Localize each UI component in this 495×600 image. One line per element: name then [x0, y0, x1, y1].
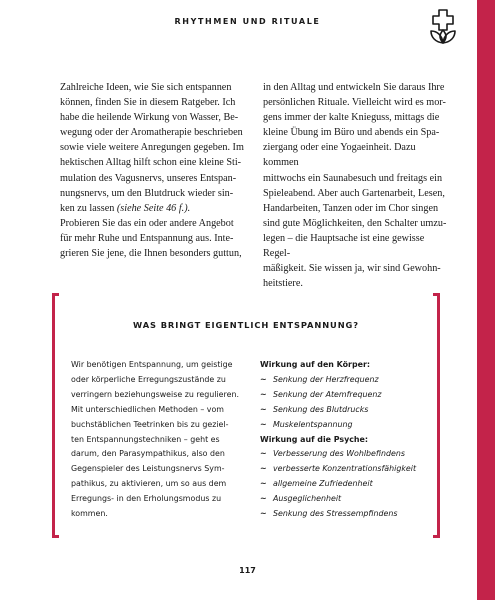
box-line: Gegenspieler des Leistungsnervs Sym- — [71, 464, 225, 474]
box-line: darum, den Parasympathikus, also den — [71, 449, 225, 459]
intro-line: gens immer der kalte Knieguss, mittags die — [263, 112, 440, 124]
box-line: ten Entspannungstechniken – geht es — [71, 434, 220, 444]
page-number: 117 — [239, 566, 256, 575]
list-item-text: Senkung des Stressempfindens — [273, 509, 398, 519]
intro-line: wegung oder der Aromatherapie beschrieben — [60, 127, 243, 139]
box-line: oder körperliche Erregungszustände zu — [71, 374, 226, 384]
tilde-bullet-icon: ~ — [260, 404, 267, 414]
box-line: Mit unterschiedlichen Methoden – vom — [71, 404, 224, 414]
intro-line: für mehr Ruhe und Entspannung aus. Inte- — [60, 232, 234, 244]
box-line: kommen. — [71, 509, 108, 519]
info-box — [52, 293, 440, 538]
body-effects-heading: Wirkung auf den Körper: — [260, 360, 370, 369]
box-line: verringern beziehungsweise zu regulieren. — [71, 389, 239, 399]
list-item — [260, 507, 435, 522]
intro-line: mittwochs ein Saunabesuch und freitags ein — [263, 172, 443, 184]
list-item-text: Senkung des Blutdrucks — [273, 404, 369, 414]
intro-line: in den Alltag und entwickeln Sie daraus Ihre — [263, 82, 445, 93]
tilde-bullet-icon: ~ — [260, 494, 267, 504]
intro-paragraph-3 — [263, 80, 453, 291]
list-item — [260, 388, 435, 403]
intro-line: heitstiere. — [263, 278, 303, 290]
intro-line: können, finden Sie in diesem Ratgeber. Ich — [60, 97, 236, 109]
list-item — [260, 447, 435, 462]
list-item-text: Verbesserung des Wohlbefindens — [273, 449, 405, 459]
side-color-band — [477, 0, 495, 600]
list-item — [260, 462, 435, 477]
intro-line: sind gute Möglichkeiten, den Schalter umzu- — [263, 217, 447, 229]
intro-paragraph-2 — [60, 216, 245, 261]
tilde-bullet-icon: ~ — [260, 449, 267, 459]
tilde-bullet-icon: ~ — [260, 464, 267, 474]
box-paragraph — [71, 358, 256, 522]
intro-line: nungsnervs, um den Blutdruck wieder sin- — [60, 187, 234, 199]
intro-line: ken zu lassen — [60, 202, 115, 214]
tilde-bullet-icon: ~ — [260, 374, 267, 384]
intro-line: ziergang oder eine Yogaeinheit. Dazu kommen — [263, 142, 416, 169]
cross-leaves-icon — [428, 8, 458, 44]
list-item-text: verbesserte Konzentrationsfähigkeit — [273, 464, 417, 474]
box-text — [71, 358, 256, 522]
list-item — [260, 373, 435, 388]
tilde-bullet-icon: ~ — [260, 389, 267, 399]
effects-list — [260, 358, 435, 522]
intro-column-left — [60, 80, 245, 261]
tilde-bullet-icon: ~ — [260, 509, 267, 519]
running-head: RHYTHMEN UND RITUALE — [174, 17, 321, 26]
list-item-text: allgemeine Zufriedenheit — [273, 479, 373, 489]
box-line: buchstäblichen Teetrinken bis zu geziel- — [71, 419, 229, 429]
tilde-bullet-icon: ~ — [260, 419, 267, 429]
list-item-text: Senkung der Herzfrequenz — [273, 374, 379, 384]
intro-line: persönlichen Rituale. Vielleicht wird es mor- — [263, 97, 446, 109]
list-item-text: Ausgeglichenheit — [273, 494, 342, 504]
intro-line: Spieleabend. Aber auch Gartenarbeit, Lesen, — [263, 187, 445, 199]
intro-line: sowie viele weitere Anregungen gegeben. Im — [60, 142, 244, 154]
list-item-text: Muskelentspannung — [273, 419, 353, 429]
intro-line: Zahlreiche Ideen, wie Sie sich entspannen — [60, 82, 232, 93]
intro-column-right — [263, 80, 453, 291]
intro-line: kleine Übung im Büro und abends ein Spa- — [263, 127, 440, 139]
list-item — [260, 477, 435, 492]
intro-paragraph-1 — [60, 80, 245, 216]
box-title: WAS BRINGT EIGENTLICH ENTSPANNUNG? — [133, 320, 359, 330]
intro-line: mulation des Vagusnervs, unseres Entspan- — [60, 172, 237, 184]
intro-line: hektischen Alltag hilft schon eine kleine Sti- — [60, 157, 242, 169]
intro-line: habe die heilende Wirkung von Wasser, Be- — [60, 112, 239, 124]
box-line: pathikus, zu aktivieren, um so aus dem — [71, 479, 227, 489]
intro-line: Probieren Sie das ein oder andere Angebot — [60, 217, 234, 229]
box-line: Wir benötigen Entspannung, um geistige — [71, 360, 233, 369]
intro-line: legen – die Hauptsache ist eine gewisse Regel- — [263, 232, 425, 260]
list-item-text: Senkung der Atemfrequenz — [273, 389, 382, 399]
tilde-bullet-icon: ~ — [260, 479, 267, 489]
psyche-effects-heading: Wirkung auf die Psyche: — [260, 434, 369, 444]
page-reference: (siehe Seite 46 f.). — [116, 202, 191, 214]
list-item — [260, 418, 435, 433]
intro-line: mäßigkeit. Sie wissen ja, wir sind Gewohn- — [263, 263, 441, 275]
intro-line: grieren Sie jene, die Ihnen besonders guttun, — [60, 248, 242, 260]
intro-line: Handarbeiten, Tanzen oder im Chor singen — [263, 202, 439, 214]
list-item — [260, 403, 435, 418]
box-line: Erregungs- in den Erholungsmodus zu — [71, 494, 222, 504]
list-item — [260, 492, 435, 507]
